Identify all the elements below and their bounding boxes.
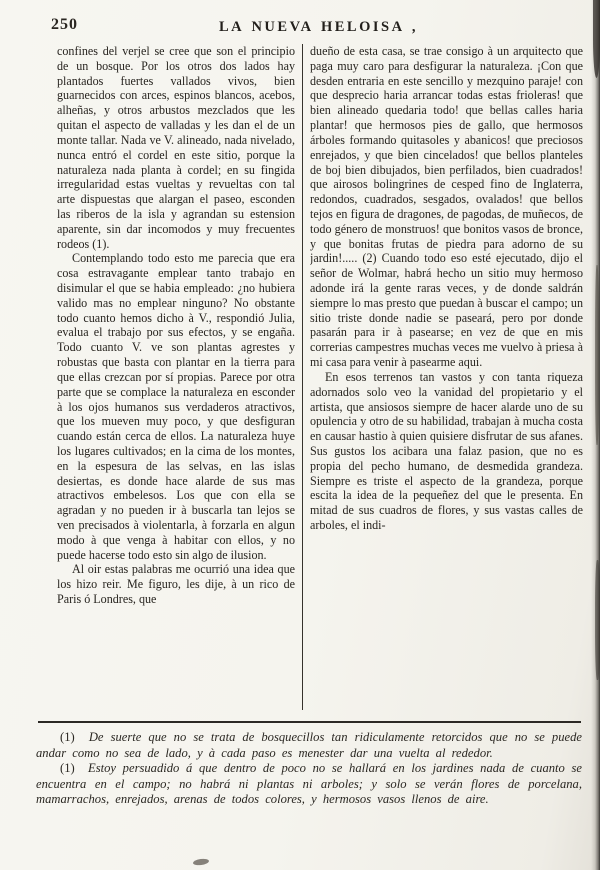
scan-artifact bbox=[193, 858, 210, 866]
paragraph: En esos terrenos tan vastos y con tanta riqueza adornados solo veo la vanidad del propietario y el artista, que ansiosos siempre de hacer alarde uno de su opulencia y otro de su habilidad, trabajan à mucha costa en causar hastio à quien quisiere disfrutar de sus afanes. Sus gustos los acibara una falaz pasion, que no es propia del pecho humano, de desmedida grandeza. Siempre es triste el aspecto de la grandeza, porque escita la idea de la pequeñez del que le presenta. En mitad de sus cuadros de flores, y sus vastas calles de arboles, el indi- bbox=[310, 369, 583, 532]
paragraph: Al oir estas palabras me ocurrió una idea que los hizo reir. Me figuro, les dije, à un rico de Paris ó Londres, que bbox=[57, 562, 295, 607]
footnote-text: De suerte que no se trata de bosquecillos tan ridiculamente retorcidos que no se puede andar como no sea de lado, y à cada paso es menester dar una vuelta al rededor. bbox=[36, 730, 583, 760]
footnote bbox=[36, 730, 582, 761]
footnote-marker: (1) bbox=[60, 761, 75, 776]
footnote-marker: (1) bbox=[60, 730, 75, 744]
right-column bbox=[310, 44, 583, 712]
column-divider-rule bbox=[302, 44, 303, 710]
page-number: 250 bbox=[51, 16, 78, 33]
scan-artifact bbox=[593, 0, 600, 78]
page-header bbox=[51, 14, 580, 40]
left-column bbox=[57, 44, 295, 712]
running-title: LA NUEVA HELOISA , bbox=[218, 19, 418, 35]
text-columns bbox=[57, 44, 583, 712]
scan-artifact bbox=[595, 265, 599, 445]
footnote-text: Estoy persuadido á que dentro de poco no se hallará en los jardines nada de cuanto se encuentra en el campo; no habrá ni plantas ni arboles; y solo se verán flores de porcelana, mamarrachos, enrejados, arenas de todos colores, y hermosos vasos llenos de aire. bbox=[36, 761, 583, 807]
paragraph: Contemplando todo esto me parecia que era cosa estravagante emplear tanto trabajo en disimular el que se habia empleado: ¿no hubiera valido mas no emplear ninguno? No obstante todo cuanto hemos dicho à V., respondió Julia, evalua el trabajo por sus efectos, y se engaña. Todo cuanto V. ve son plantas agrestes y robustas que basta con plantar en la tierra para que ellas crezcan por sí propias. Parece por otra parte que se complace la naturaleza en esconder à los ojos humanos sus verdaderos atractivos, que los mueven muy poco, y que desfiguran cuando están cerca de ellos. La naturaleza huye los lugares cultivados; en la cima de los montes, en la espesura de las selvas, en las islas desiertas, es donde hace alarde de sus mas atractivos embelesos. Los que con ella se agradan y no pueden ir à buscarla tan lejos se ven precisados à violentarla, à forzarla en algun modo à que venga à habitar con ellos, y no puede hacerse todo esto sin algo de ilusion. bbox=[57, 251, 295, 562]
paragraph: confines del verjel se cree que son el principio de un bosque. Por los otros dos lados hay plantados fuertes vallados vivos, bien guarnecidos con arces, espinos blancos, acebos, alheñas, y otros arbustos mezclados que les quitan el aspecto de valladas y les dan el de un monte tallar. Nada ve V. alineado, nada nivelado, nunca entró el cordel en este sitio, porque la naturaleza nada planta à cordel; en su fingida irregularidad estas vueltas y revueltas con tal arte dispuestas que alargan el paseo, esconden las riberos de la isla y agrandan su estension aparente, sin dar incomodos y muy frecuentes rodeos (1). bbox=[57, 44, 295, 251]
footnote-separator-rule bbox=[38, 721, 581, 723]
scan-artifact bbox=[595, 560, 600, 680]
footnotes-section bbox=[36, 730, 582, 808]
footnote bbox=[36, 761, 582, 808]
paragraph: dueño de esta casa, se trae consigo à un arquitecto que paga muy caro para desfigurar la naturaleza. ¡Con que desden entraria en este sencillo y mezquino paraje! con que desprecio haria arrancar todas estas frioleras! que bien alineado quedaria todo! que bellas calles haria plantar! que hermosos pies de gallo, que hermosos árboles formando quitasoles y abanicos! que preciosos enrejados, y que bien cincelados! que bellos planteles de boj bien dibujados, bien perfilados, bien cuadrados! que airosos bolingrines de cesped fino de Inglaterra, redondos, cuadrados, sesgados, ovalados! que bellos tejos en figura de dragones, de pagodas, de muñecos, de todo género de monstruos! que bonitos vasos de bronce, y que bonitas frutas de piedra para adorno de su jardin!..... (2) Cuando todo eso esté ejecutado, dijo el señor de Wolmar, habrá hecho un sitio muy hermoso adonde irá la gente raras veces, y de donde saldrán siempre lo mas presto que puedan à buscar el campo; un sitio triste donde nadie se paseará, pero por donde pasarán para ir à pasearse; en vez de que en mis correrias campestres muchas veces me vuelvo à priesa à mi casa para venir à pasearme aqui. bbox=[310, 44, 583, 370]
